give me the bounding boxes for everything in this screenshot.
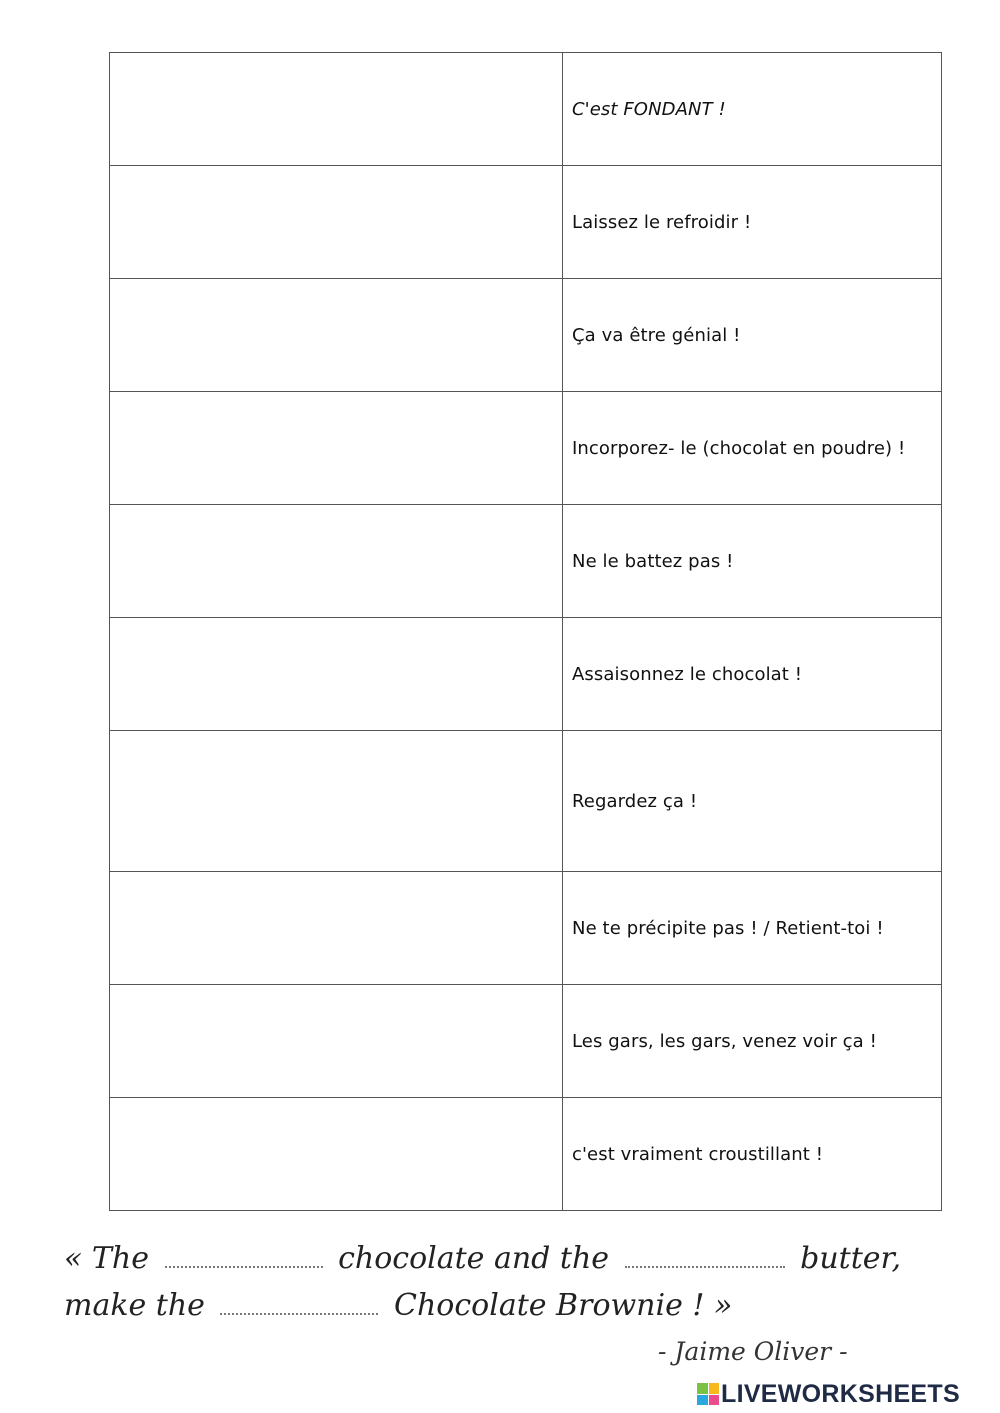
quote-blank-1[interactable] — [165, 1248, 323, 1268]
quote-text: make the — [64, 1288, 205, 1323]
answer-cell[interactable] — [110, 166, 563, 279]
table-row — [110, 505, 942, 618]
answer-cell[interactable] — [110, 279, 563, 392]
table-row — [110, 618, 942, 731]
matching-table — [109, 52, 942, 1211]
liveworksheets-branding — [697, 1381, 960, 1407]
table-row — [110, 279, 942, 392]
phrase-cell: Ne le battez pas ! — [563, 505, 942, 618]
table-row — [110, 53, 942, 166]
phrase-cell: Assaisonnez le chocolat ! — [563, 618, 942, 731]
quote-line-1 — [64, 1241, 901, 1276]
liveworksheets-logo-icon — [697, 1383, 719, 1405]
phrase-cell: c'est vraiment croustillant ! — [563, 1098, 942, 1211]
phrase-cell: C'est FONDANT ! — [563, 53, 942, 166]
answer-cell[interactable] — [110, 392, 563, 505]
phrase-cell: Les gars, les gars, venez voir ça ! — [563, 985, 942, 1098]
answer-cell[interactable] — [110, 872, 563, 985]
answer-cell[interactable] — [110, 618, 563, 731]
quote-text: « The — [64, 1241, 149, 1276]
table-row — [110, 872, 942, 985]
phrase-cell: Laissez le refroidir ! — [563, 166, 942, 279]
answer-cell[interactable] — [110, 505, 563, 618]
logo-square — [697, 1383, 708, 1394]
quote-author: - Jaime Oliver - — [658, 1337, 848, 1366]
table-row — [110, 166, 942, 279]
quote-blank-3[interactable] — [220, 1295, 378, 1315]
quote-line-2 — [64, 1288, 732, 1323]
table-row — [110, 731, 942, 872]
answer-cell[interactable] — [110, 731, 563, 872]
answer-cell[interactable] — [110, 985, 563, 1098]
quote-text: Chocolate Brownie ! » — [394, 1288, 733, 1323]
quote-text: chocolate and the — [338, 1241, 610, 1276]
logo-square — [709, 1383, 720, 1394]
logo-square — [697, 1395, 708, 1406]
phrase-cell: Regardez ça ! — [563, 731, 942, 872]
phrase-cell: Ça va être génial ! — [563, 279, 942, 392]
table-row — [110, 985, 942, 1098]
table-row — [110, 392, 942, 505]
phrase-cell: Ne te précipite pas ! / Retient-toi ! — [563, 872, 942, 985]
answer-cell[interactable] — [110, 1098, 563, 1211]
quote-text: butter, — [800, 1241, 902, 1276]
logo-square — [709, 1395, 720, 1406]
answer-cell[interactable] — [110, 53, 563, 166]
quote-blank-2[interactable] — [625, 1248, 785, 1268]
brand-name: LIVEWORKSHEETS — [721, 1379, 960, 1408]
phrase-cell: Incorporez- le (chocolat en poudre) ! — [563, 392, 942, 505]
table-row — [110, 1098, 942, 1211]
